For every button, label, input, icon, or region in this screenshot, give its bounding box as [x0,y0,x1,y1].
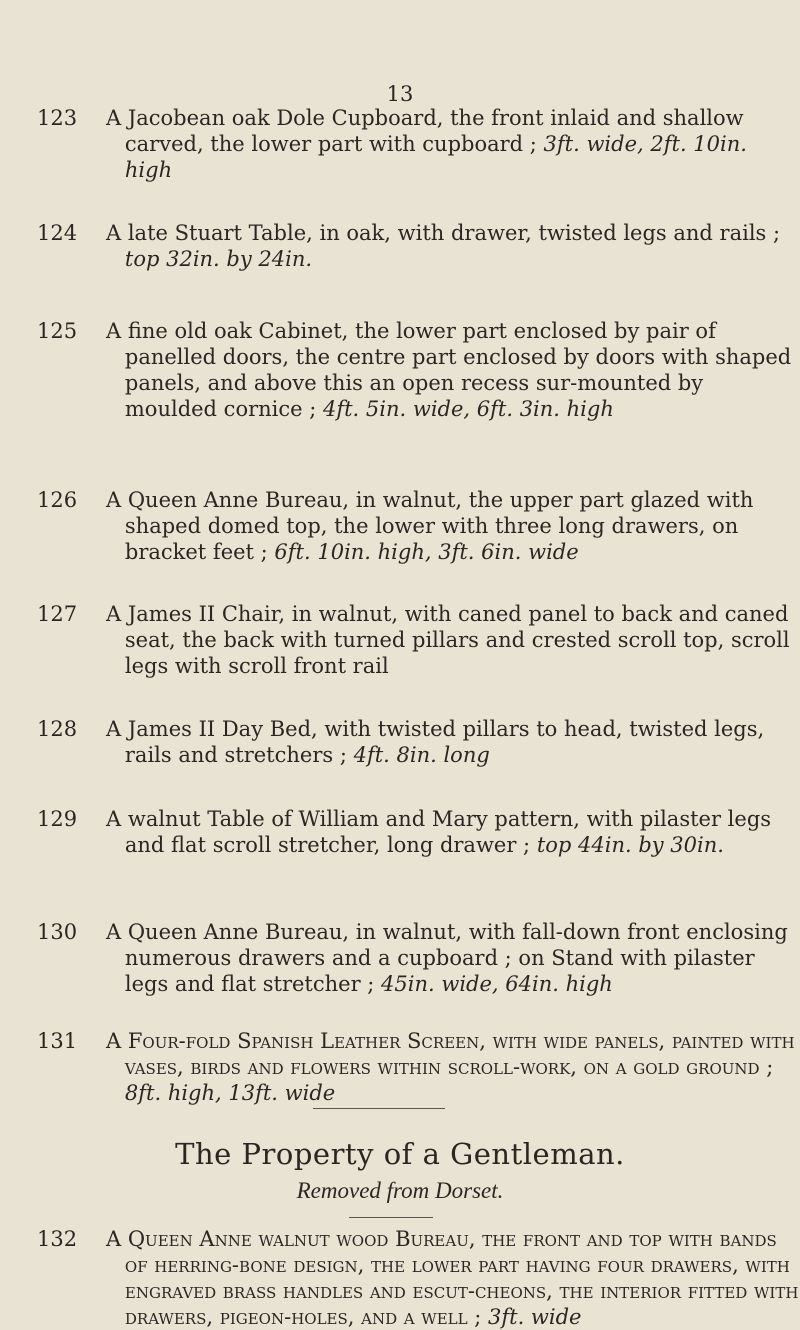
lot-dimensions: top 44in. by 30in. [536,833,724,857]
lot-dimensions: 6ft. 10in. high, 3ft. 6in. wide [274,540,579,564]
lot-dimensions: top 32in. by 24in. [124,247,313,271]
lot-dimensions: 45in. wide, 64in. high [381,972,613,996]
lot-description [106,601,800,679]
lot-number: 124 [37,221,78,245]
lot-description [106,220,800,272]
lot-text: A James II Chair, in walnut, with caned panel to back and caned seat, the back with turned pillars and crested scroll top, scroll legs with scroll front rail [106,602,790,678]
lot-text: A Four-fold Spanish Leather Screen, with wide panels, painted with vases, birds and flowers within scroll-work, on a gold ground ; [106,1029,795,1079]
lot-number: 126 [37,488,78,512]
section-heading: The Property of a Gentleman. [175,1137,625,1171]
section-subheading: Removed from Dorset. [296,1178,504,1203]
lot-dimensions: 8ft. high, 13ft. wide [124,1081,336,1105]
lot-number: 127 [37,602,78,626]
lot-number: 123 [37,106,78,130]
lot-description [106,1226,800,1330]
page-number: 13 [386,82,414,106]
lot-dimensions: 3ft. wide [488,1305,582,1329]
divider-rule [349,1217,433,1218]
lot-text: A Queen Anne walnut wood Bureau, the front and top with bands of herring-bone design, the lower part having four drawers, with engraved brass handles and escut-cheons, the interior fitted with drawers, pigeon-holes, and a well ; [106,1227,799,1329]
lot-text: A Queen Anne Bureau, in walnut, the upper part glazed with shaped domed top, the lower with three long drawers, on bracket feet ; [106,488,754,564]
lot-number: 129 [37,807,78,831]
lot-dimensions: 3ft. wide, 2ft. 10in. high [124,132,747,182]
lot-text: A fine old oak Cabinet, the lower part enclosed by pair of panelled doors, the centre part enclosed by doors with shaped panels, and above this an open recess sur-mounted by moulded cornice ; [106,319,792,421]
lot-text: A late Stuart Table, in oak, with drawer, twisted legs and rails ; [106,221,781,245]
lot-number: 130 [37,920,78,944]
lot-description [106,487,800,565]
lot-description [106,919,800,997]
lot-dimensions: 4ft. 8in. long [353,743,490,767]
lot-description [106,318,800,422]
lot-description [106,105,800,183]
lot-dimensions: 4ft. 5in. wide, 6ft. 3in. high [322,397,614,421]
lot-text: A Queen Anne Bureau, in walnut, with fall-down front enclosing numerous drawers and a cupboard ; on Stand with pilaster legs and flat stretcher ; [106,920,788,996]
divider-rule [313,1108,445,1109]
lot-text: A James II Day Bed, with twisted pillars to head, twisted legs, rails and stretchers ; [106,717,765,767]
lot-text: A walnut Table of William and Mary pattern, with pilaster legs and flat scroll stretcher, long drawer ; [106,807,772,857]
lot-number: 131 [37,1029,78,1053]
lot-description [106,716,800,768]
lot-description [106,806,800,858]
lot-number: 125 [37,319,78,343]
lot-description [106,1028,800,1106]
lot-number: 128 [37,717,78,741]
lot-number: 132 [37,1227,78,1251]
lot-text: A Jacobean oak Dole Cupboard, the front inlaid and shallow carved, the lower part with cupboard ; [106,106,744,156]
